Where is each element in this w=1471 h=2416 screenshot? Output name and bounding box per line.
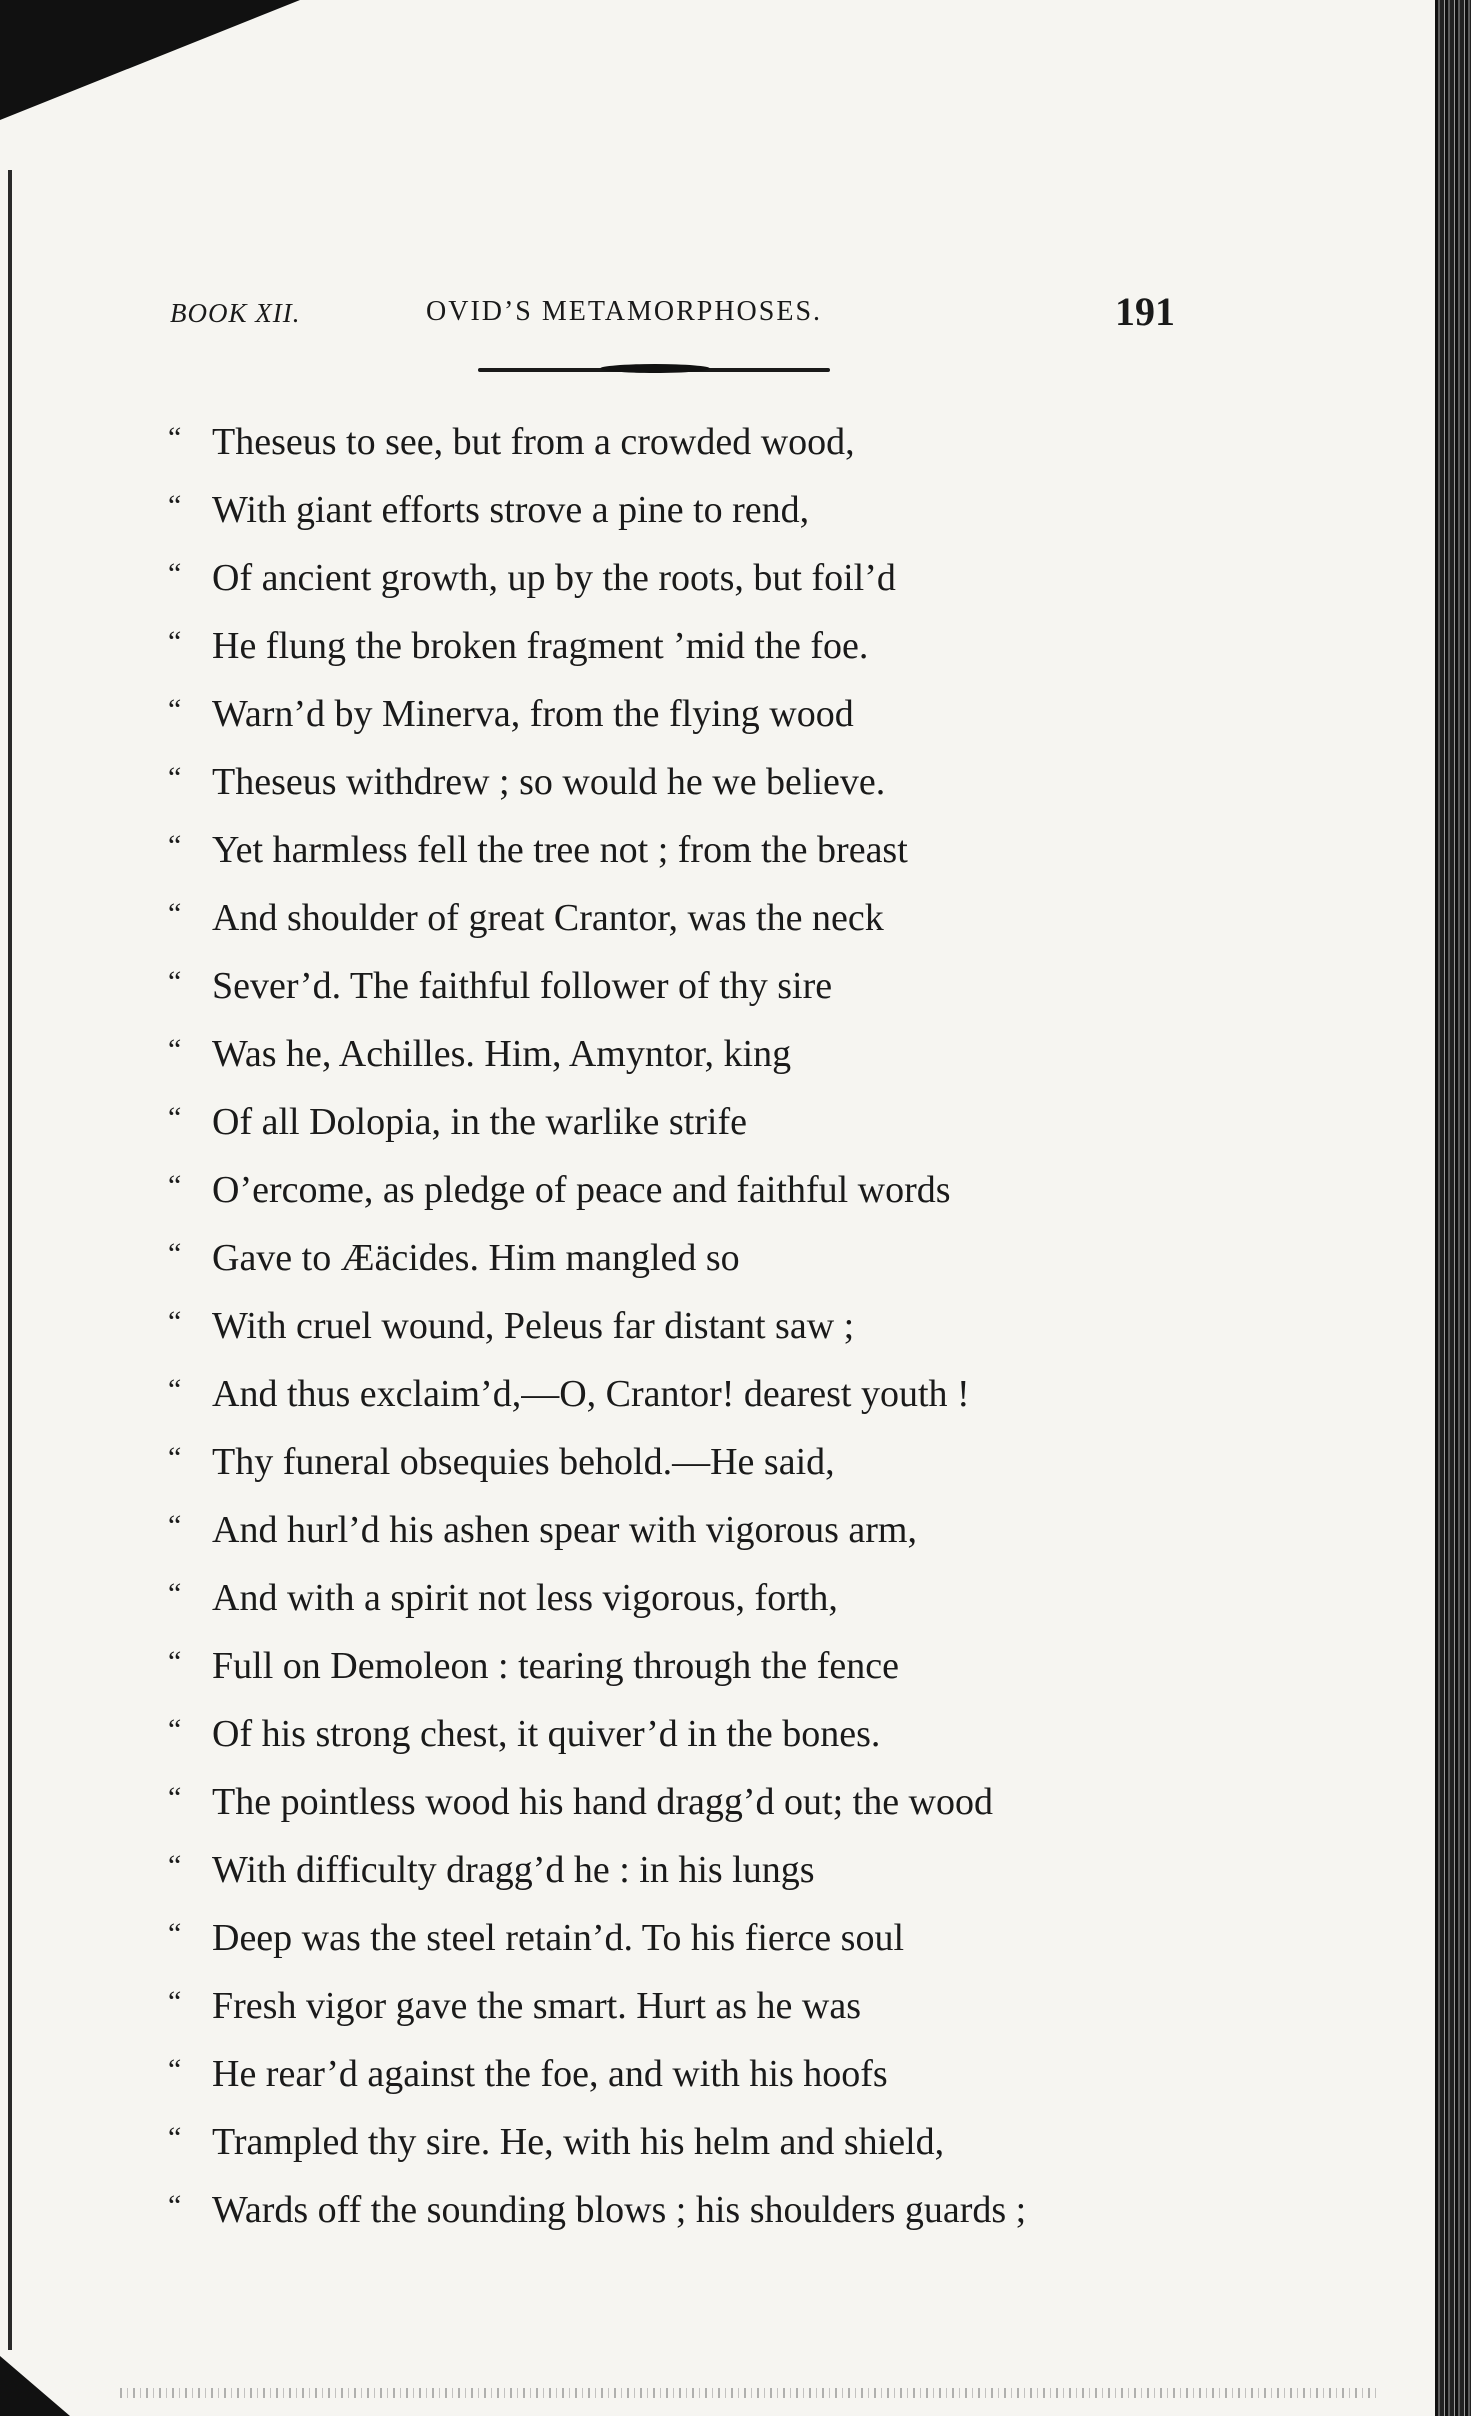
opening-quote-mark: “ bbox=[168, 1101, 182, 1134]
verse-line bbox=[168, 1768, 1168, 1836]
verse-line bbox=[168, 544, 1168, 612]
verse-line bbox=[168, 816, 1168, 884]
verse-line-text: Gave to Æäcides. Him mangled so bbox=[212, 1237, 740, 1279]
opening-quote-mark: “ bbox=[168, 421, 182, 454]
opening-quote-mark: “ bbox=[168, 557, 182, 590]
verse-line-text: Trampled thy sire. He, with his helm and shield, bbox=[212, 2121, 945, 2163]
verse-line-text: Thy funeral obsequies behold.—He said, bbox=[212, 1441, 835, 1483]
opening-quote-mark: “ bbox=[168, 1509, 182, 1542]
verse-line bbox=[168, 952, 1168, 1020]
verse-line-text: Theseus to see, but from a crowded wood, bbox=[212, 421, 855, 463]
opening-quote-mark: “ bbox=[168, 1033, 182, 1066]
scan-corner-shadow-bottom bbox=[0, 2356, 70, 2416]
opening-quote-mark: “ bbox=[168, 1373, 182, 1406]
verse-line-text: Of his strong chest, it quiver’d in the bones. bbox=[212, 1713, 881, 1755]
scan-bottom-noise bbox=[120, 2388, 1381, 2398]
verse-line bbox=[168, 1292, 1168, 1360]
verse-line-text: He rear’d against the foe, and with his hoofs bbox=[212, 2053, 888, 2095]
verse-line-text: And shoulder of great Crantor, was the neck bbox=[212, 897, 884, 939]
verse-line-text: And with a spirit not less vigorous, forth, bbox=[212, 1577, 838, 1619]
opening-quote-mark: “ bbox=[168, 1713, 182, 1746]
verse-line bbox=[168, 1904, 1168, 1972]
verse-line bbox=[168, 1088, 1168, 1156]
opening-quote-mark: “ bbox=[168, 1849, 182, 1882]
opening-quote-mark: “ bbox=[168, 1441, 182, 1474]
opening-quote-mark: “ bbox=[168, 1917, 182, 1950]
verse-line bbox=[168, 1360, 1168, 1428]
verse-line bbox=[168, 2176, 1168, 2244]
verse-line-text: Was he, Achilles. Him, Amyntor, king bbox=[212, 1033, 792, 1075]
verse-line-text: Theseus withdrew ; so would he we believe. bbox=[212, 761, 886, 803]
verse-line bbox=[168, 1496, 1168, 1564]
verse-line-text: Sever’d. The faithful follower of thy sire bbox=[212, 965, 833, 1007]
verse-line-text: And hurl’d his ashen spear with vigorous arm, bbox=[212, 1509, 917, 1551]
opening-quote-mark: “ bbox=[168, 1645, 182, 1678]
verse-line bbox=[168, 1224, 1168, 1292]
verse-line-text: With cruel wound, Peleus far distant saw ; bbox=[212, 1305, 855, 1347]
opening-quote-mark: “ bbox=[168, 625, 182, 658]
opening-quote-mark: “ bbox=[168, 897, 182, 930]
opening-quote-mark: “ bbox=[168, 1577, 182, 1610]
verse-line-text: O’ercome, as pledge of peace and faithful words bbox=[212, 1169, 951, 1211]
verse-line bbox=[168, 748, 1168, 816]
scan-corner-shadow-top bbox=[0, 0, 300, 120]
verse-line-text: With giant efforts strove a pine to rend, bbox=[212, 489, 810, 531]
verse-line-text: Deep was the steel retain’d. To his fierce soul bbox=[212, 1917, 905, 1959]
opening-quote-mark: “ bbox=[168, 1305, 182, 1338]
verse-line bbox=[168, 476, 1168, 544]
verse-line-text: With difficulty dragg’d he : in his lungs bbox=[212, 1849, 815, 1891]
opening-quote-mark: “ bbox=[168, 1169, 182, 1202]
book-binding-edge bbox=[1435, 0, 1471, 2416]
verse-line bbox=[168, 680, 1168, 748]
header-rule-ornament bbox=[600, 364, 710, 373]
verse-line bbox=[168, 1564, 1168, 1632]
verse-line bbox=[168, 1020, 1168, 1088]
verse-line bbox=[168, 2040, 1168, 2108]
verse-line-text: Of ancient growth, up by the roots, but foil’d bbox=[212, 557, 896, 599]
verse-line bbox=[168, 408, 1168, 476]
verse-line bbox=[168, 1972, 1168, 2040]
book-label: BOOK XII. bbox=[170, 298, 301, 328]
verse-line bbox=[168, 1428, 1168, 1496]
verse-line bbox=[168, 1700, 1168, 1768]
page-number: 191 bbox=[1115, 289, 1175, 334]
verse-line-text: Fresh vigor gave the smart. Hurt as he was bbox=[212, 1985, 862, 2027]
opening-quote-mark: “ bbox=[168, 1781, 182, 1814]
verse-line-text: Of all Dolopia, in the warlike strife bbox=[212, 1101, 748, 1143]
verse-line-text: He flung the broken fragment ’mid the foe. bbox=[212, 625, 869, 667]
opening-quote-mark: “ bbox=[168, 1237, 182, 1270]
opening-quote-mark: “ bbox=[168, 489, 182, 522]
verse-line-text: The pointless wood his hand dragg’d out; the wood bbox=[212, 1781, 994, 1823]
page-left-edge bbox=[8, 170, 12, 2350]
book-title: OVID’S METAMORPHOSES. bbox=[426, 296, 823, 327]
opening-quote-mark: “ bbox=[168, 761, 182, 794]
verse-line-text: Warn’d by Minerva, from the flying wood bbox=[212, 693, 854, 735]
verse-line-text: Full on Demoleon : tearing through the fence bbox=[212, 1645, 899, 1687]
verse-line-text: Wards off the sounding blows ; his shoulders guards ; bbox=[212, 2189, 1027, 2231]
opening-quote-mark: “ bbox=[168, 1985, 182, 2018]
verse-line bbox=[168, 884, 1168, 952]
running-head bbox=[170, 288, 1175, 338]
verse-block bbox=[168, 408, 1168, 2244]
verse-line bbox=[168, 612, 1168, 680]
verse-line-text: Yet harmless fell the tree not ; from the breast bbox=[212, 829, 908, 871]
verse-line-text: And thus exclaim’d,—O, Crantor! dearest youth ! bbox=[212, 1373, 970, 1415]
opening-quote-mark: “ bbox=[168, 965, 182, 998]
verse-line bbox=[168, 1156, 1168, 1224]
opening-quote-mark: “ bbox=[168, 2053, 182, 2086]
opening-quote-mark: “ bbox=[168, 2189, 182, 2222]
verse-line bbox=[168, 2108, 1168, 2176]
opening-quote-mark: “ bbox=[168, 2121, 182, 2154]
verse-line bbox=[168, 1836, 1168, 1904]
opening-quote-mark: “ bbox=[168, 829, 182, 862]
opening-quote-mark: “ bbox=[168, 693, 182, 726]
verse-line bbox=[168, 1632, 1168, 1700]
